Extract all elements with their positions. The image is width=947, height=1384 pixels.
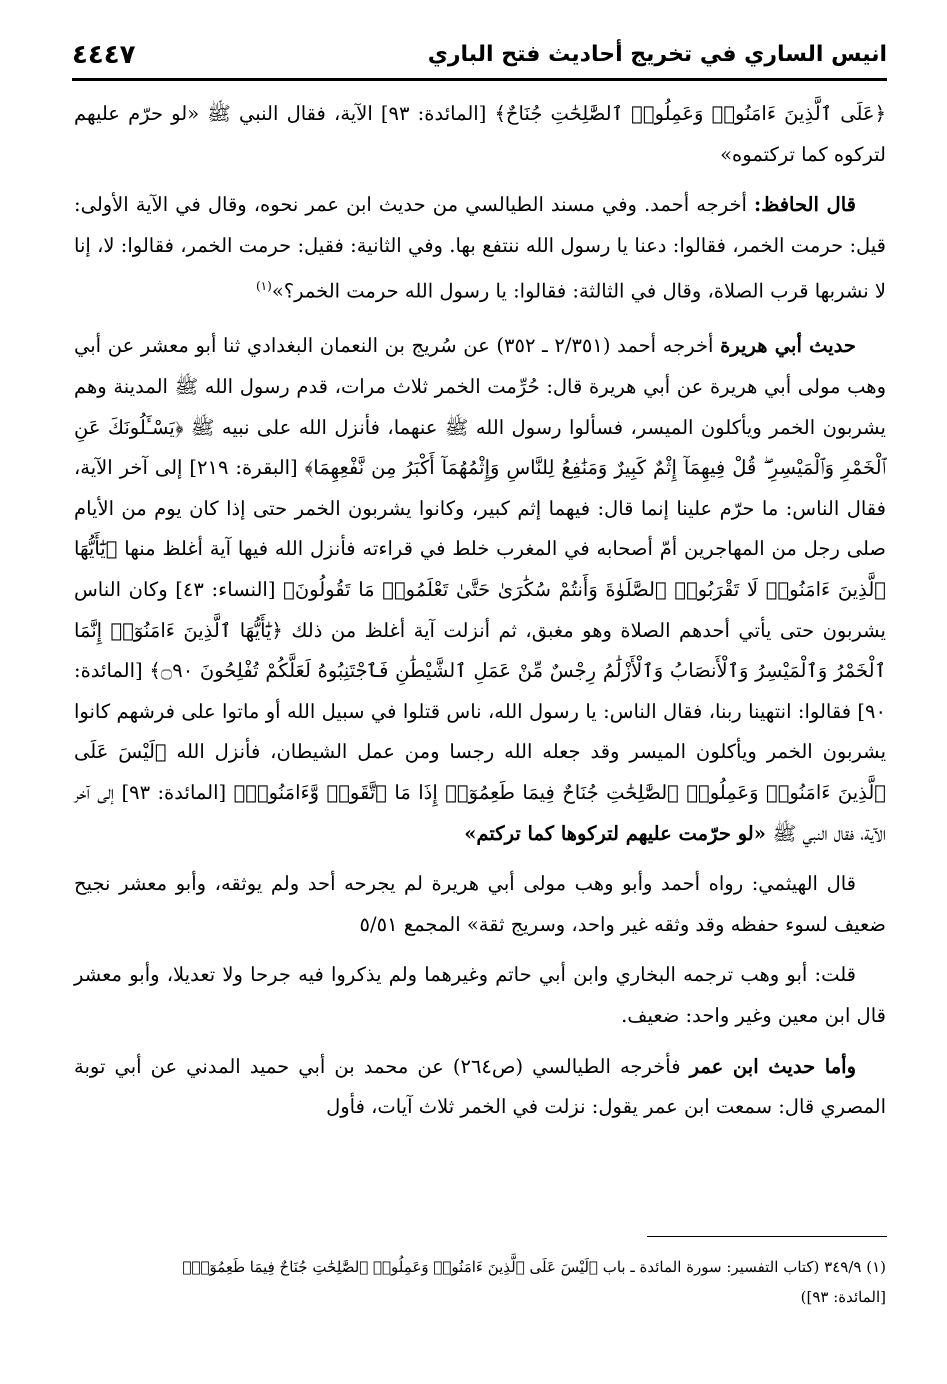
paragraph-text: قلت: أبو وهب ترجمه البخاري وابن أبي حاتم وغيرهما ولم يذكروا فيه جرحا ولا تعديلا، وأبو معشر قال ابن معين وغير واحد: ضعيف. bbox=[74, 963, 886, 1027]
hadith-quote: «لو حرّمت عليهم لتركوها كما تركتم» bbox=[464, 821, 773, 845]
paragraph-lead: حديث أبي هريرة bbox=[720, 334, 856, 358]
footnote-marker: (١) bbox=[255, 279, 272, 294]
page-number: ٤٤٤٧ bbox=[72, 40, 136, 70]
book-title: انيس الساري في تخريج أحاديث فتح الباري bbox=[427, 42, 887, 67]
paragraph-text: ﴿عَلَى ٱلَّذِينَ ءَامَنُوا۟ وَعَمِلُوا۟ ٱلصَّٰلِحَٰتِ جُنَاحٌ﴾ [المائدة: ٩٣] الآية، فقال النبي ﷺ «لو حرّم عليهم لتركوه كما تركتموه» bbox=[74, 102, 886, 166]
paragraph-text: أخرجه أحمد. وفي مسند الطيالسي من حديث ابن عمر نحوه، وقال في الآية الأولى: قيل: حرمت الخمر، فقالوا: دعنا يا رسول الله ننتفع بها. وفي الثانية: فقيل: حرمت الخمر، فقالوا: لا، إنا لا نشربها قرب الصلاة، وقال في الثالثة: فقالوا: يا رسول الله حرمت الخمر؟» bbox=[74, 193, 886, 303]
paragraph-lead: قال الحافظ: bbox=[754, 193, 856, 217]
main-text bbox=[74, 94, 886, 1128]
paragraph-abu-hurayra bbox=[74, 326, 886, 854]
paragraph-lead: وأما حديث ابن عمر bbox=[689, 1054, 856, 1078]
paragraph-text: أخرجه أحمد (٢/٣٥١ ـ ٣٥٢) عن سُريج بن النعمان البغدادي ثنا أبو معشر عن أبي وهب مولى أبي هريرة عن أبي هريرة قال: حُرِّمت الخمر ثلاث مرات، قدم رسول الله ﷺ المدينة وهم يشربون الخمر ويأكلون الميسر، فسألوا رسول الله ﷺ عنهما، فأنزل الله على نبيه ﷺ ﴿يَسْـَٔلُونَكَ عَنِ ٱلْخَمْرِ وَٱلْمَيْسِرِ ۖ قُلْ فِيهِمَآ إِثْمٌ كَبِيرٌ وَمَنَٰفِعُ لِلنَّاسِ وَإِثْمُهُمَآ أَكْبَرُ مِن نَّفْعِهِمَا﴾ [البقرة: ٢١٩] إلى آخر الآية، فقال الناس: ما حرّم علينا إنما قال: فيهما إثم كبير، وكانوا يشربون الخمر حتى إذا كان يوم من الأيام صلى رجل من المهاجرين أمّ أصحابه في المغرب خلط في قراءته فأنزل الله فيها آية أغلظ منها ﴿يَٰٓأَيُّهَا ٱلَّذِينَ ءَامَنُوا۟ لَا تَقْرَبُوا۟ ٱلصَّلَوٰةَ وَأَنتُمْ سُكَٰرَىٰ حَتَّىٰ تَعْلَمُوا۟ مَا تَقُولُونَ﴾ [النساء: ٤٣] وكان الناس يشربون حتى يأتي أحدهم الصلاة وهو مغبق، ثم أنزلت آية أغلظ من ذلك ﴿يَٰٓأَيُّهَا ٱلَّذِينَ ءَامَنُوٓا۟ إِنَّمَا ٱلْخَمْرُ وَٱلْمَيْسِرُ وَٱلْأَنصَابُ وَٱلْأَزْلَٰمُ رِجْسٌ مِّنْ عَمَلِ ٱلشَّيْطَٰنِ فَٱجْتَنِبُوهُ لَعَلَّكُمْ تُفْلِحُونَ ۝٩٠﴾ [المائدة: ٩٠] فقالوا: انتهينا ربنا، فقال الناس: يا رسول الله، ناس قتلوا في سبيل الله أو ماتوا على فرشهم كانوا يشربون الخمر ويأكلون الميسر وقد جعله الله رجسا ومن عمل الشيطان، فأنزل الله ﴿لَيْسَ عَلَى ٱلَّذِينَ ءَامَنُوا۟ وَعَمِلُوا۟ ٱلصَّٰلِحَٰتِ جُنَاحٌ فِيمَا طَعِمُوٓا۟ إِذَا مَا ٱتَّقَوا۟ وَّءَامَنُوا۟﴾ [المائدة: ٩٣] إلى آخر الآية، فقال النبي ﷺ bbox=[74, 334, 887, 845]
footnote-line: (١) ٣٤٩/٩ (كتاب التفسير: سورة المائدة ـ باب ﴿لَيْسَ عَلَى ٱلَّذِينَ ءَامَنُوا۟ وَعَمِلُوا۟ ٱلصَّٰلِحَٰتِ جُنَاحٌ فِيمَا طَعِمُوٓا۟﴾ bbox=[182, 1258, 886, 1276]
footnotes bbox=[74, 1252, 886, 1312]
paragraph-hafiz bbox=[74, 185, 886, 312]
paragraph-verse-end bbox=[74, 94, 886, 175]
running-header bbox=[72, 40, 887, 74]
paragraph-haythami bbox=[74, 864, 886, 945]
header-divider bbox=[72, 78, 887, 81]
paragraph-text: قال الهيثمي: رواه أحمد وأبو وهب مولى أبي هريرة لم يجرحه أحد ولم يوثقه، وأبو معشر نجيح ضعيف لسوء حفظه وقد وثقه غير واحد، وسريج ثقة» المجمع ٥/٥١ bbox=[74, 872, 886, 936]
paragraph-qultu bbox=[74, 955, 886, 1036]
paragraph-ibn-umar bbox=[74, 1047, 886, 1128]
paragraph-text: فأخرجه الطيالسي (ص٢٦٤) عن محمد بن أبي حميد المدني عن أبي توبة المصري قال: سمعت ابن عمر يقول: نزلت في الخمر ثلاث آيات، فأول bbox=[74, 1054, 886, 1119]
footnote-divider bbox=[647, 1236, 887, 1237]
footnote-line: [المائدة: ٩٣]) bbox=[800, 1288, 886, 1306]
